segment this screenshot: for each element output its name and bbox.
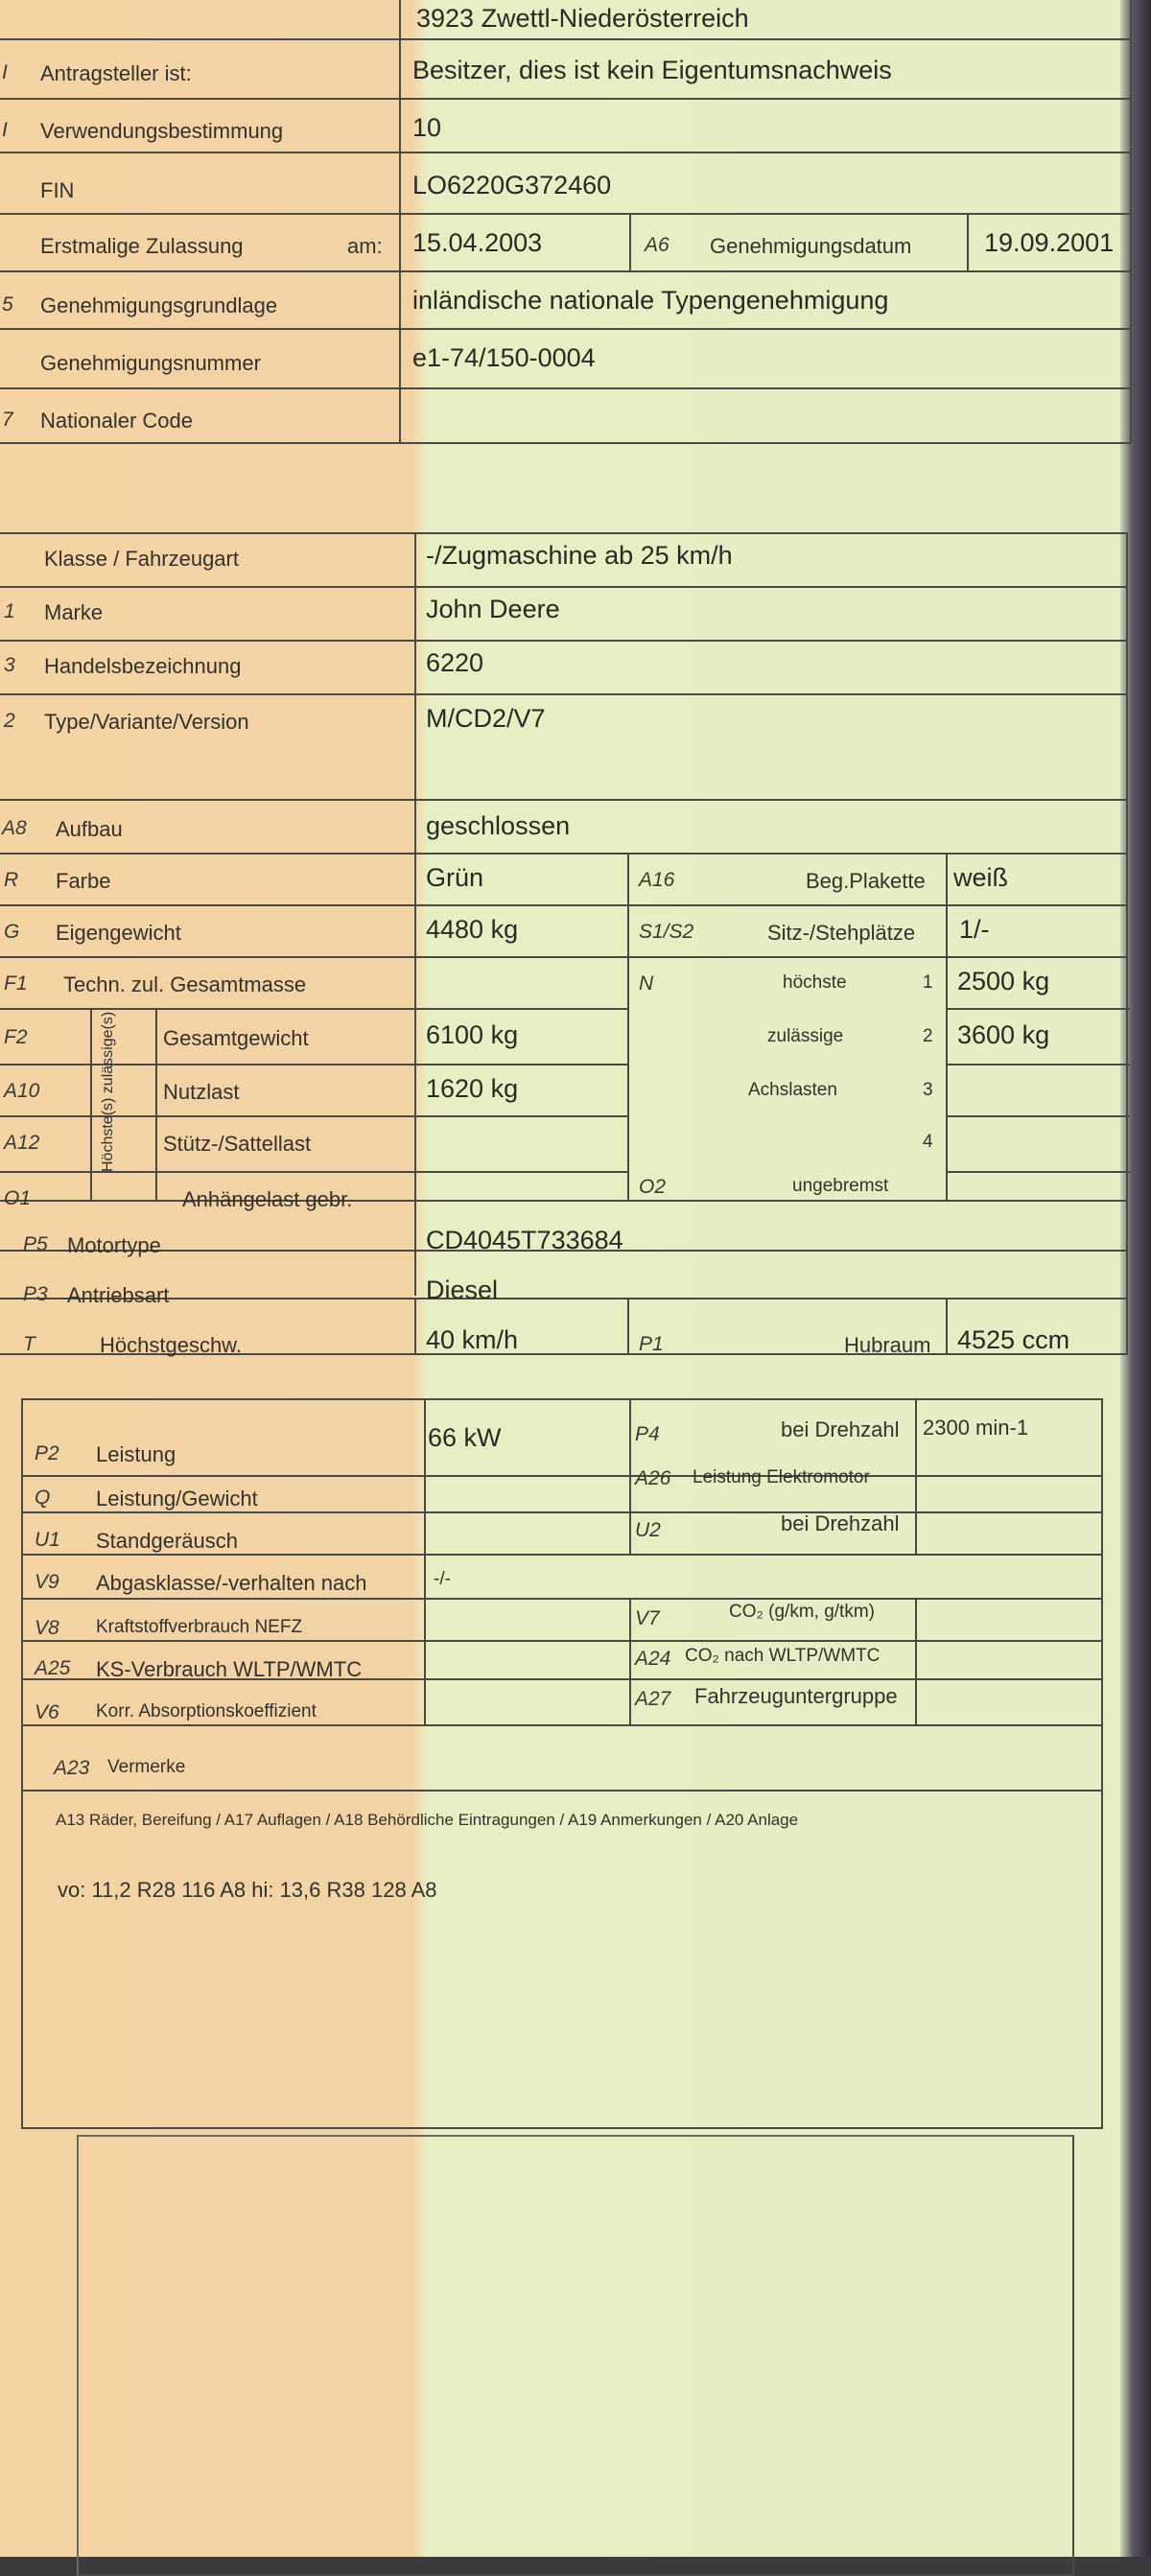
p1-code: P1 [639, 1333, 664, 1355]
a6-code: A6 [645, 234, 669, 256]
first-registration-label: Erstmalige Zulassung [40, 234, 244, 258]
class-value: -/Zugmaschine ab 25 km/h [426, 541, 733, 570]
a26-code: A26 [635, 1467, 671, 1489]
max-permitted-vertical-label: Höchste(s) zulässige(s) [100, 1011, 116, 1172]
first-registration-am: am: [347, 234, 383, 258]
payload-value: 1620 kg [426, 1074, 519, 1103]
axle-num-1: 1 [923, 972, 933, 993]
tires-value: vo: 11,2 R28 116 A8 hi: 13,6 R38 128 A8 [58, 1878, 437, 1902]
rpm-value: 2300 min-1 [923, 1416, 1029, 1440]
drive-type-label: Antriebsart [67, 1283, 170, 1307]
class-label: Klasse / Fahrzeugart [44, 547, 239, 571]
support-load-label: Stütz-/Sattellast [163, 1132, 312, 1156]
curb-weight-label: Eigengewicht [56, 921, 181, 945]
power-label: Leistung [96, 1442, 176, 1466]
row-code: U1 [35, 1529, 60, 1551]
co2-wltp-label: CO₂ nach WLTP/WMTC [685, 1646, 881, 1666]
color-label: Farbe [56, 869, 111, 893]
axle-num-2: 2 [923, 1026, 933, 1046]
row-code: F1 [4, 972, 28, 995]
row-code: 1 [4, 600, 15, 622]
address-value: 3923 Zwettl-Niederösterreich [416, 4, 749, 33]
row-code: A25 [35, 1657, 71, 1679]
s1s2-code: S1/S2 [639, 921, 694, 943]
row-code: A23 [54, 1757, 90, 1779]
row-code: T [23, 1333, 35, 1355]
vehicle-subgroup-label: Fahrzeuguntergruppe [694, 1684, 898, 1708]
emission-class-label: Abgasklasse/-verhalten nach [96, 1571, 367, 1595]
seats-label: Sitz-/Stehplätze [767, 921, 916, 945]
gross-mass-label: Techn. zul. Gesamtmasse [63, 972, 307, 996]
row-code: V9 [35, 1571, 59, 1593]
row-code: Q [35, 1487, 51, 1509]
co2-label: CO₂ (g/km, g/tkm) [729, 1602, 875, 1622]
color-value: Grün [426, 863, 484, 892]
row-code: I [2, 119, 8, 141]
row-code: I [2, 61, 8, 83]
emission-class-value: -/- [434, 1569, 451, 1589]
tires-remarks-label: A13 Räder, Bereifung / A17 Auflagen / A18 Behördliche Eintragungen / A19 Anmerkungen / A20 Anlage [56, 1811, 799, 1829]
row-code: V6 [35, 1701, 59, 1723]
rpm-label: bei Drehzahl [781, 1417, 900, 1441]
drive-type-value: Diesel [426, 1276, 499, 1304]
electric-power-label: Leistung Elektromotor [693, 1467, 870, 1487]
make-value: John Deere [426, 595, 560, 623]
badge-value: weiß [953, 863, 1009, 892]
first-registration-value: 15.04.2003 [412, 228, 543, 257]
axle-highest-label: höchste [783, 972, 847, 993]
engine-type-label: Motortype [67, 1233, 161, 1257]
trailer-braked-label: Anhängelast gebr. [182, 1187, 353, 1211]
axle-loads-label: Achslasten [748, 1080, 837, 1100]
remarks-label: Vermerke [107, 1757, 186, 1777]
row-code: V8 [35, 1617, 59, 1639]
fin-label: FIN [40, 178, 75, 202]
blank-field [77, 2135, 1074, 2576]
axle-permitted-label: zulässige [767, 1026, 844, 1046]
max-speed-value: 40 km/h [426, 1325, 519, 1354]
type-label: Type/Variante/Version [44, 710, 249, 734]
body-value: geschlossen [426, 811, 571, 840]
fuel-nefz-label: Kraftstoffverbrauch NEFZ [96, 1617, 303, 1637]
trade-name-value: 6220 [426, 648, 484, 677]
noise-label: Standgeräusch [96, 1529, 238, 1553]
power-weight-label: Leistung/Gewicht [96, 1487, 258, 1510]
badge-label: Beg.Plakette [806, 869, 926, 893]
row-code: A12 [4, 1132, 40, 1154]
type-value: M/CD2/V7 [426, 704, 546, 733]
usage-value: 10 [412, 113, 442, 142]
trade-name-label: Handelsbezeichnung [44, 654, 242, 678]
max-speed-label: Höchstgeschw. [100, 1333, 242, 1357]
row-code: A10 [4, 1080, 40, 1102]
fuel-wltp-label: KS-Verbrauch WLTP/WMTC [96, 1657, 363, 1681]
row-code: P5 [23, 1233, 48, 1255]
total-weight-value: 6100 kg [426, 1020, 519, 1049]
displacement-value: 4525 ccm [957, 1325, 1070, 1354]
approval-basis-label: Genehmigungsgrundlage [40, 293, 278, 317]
body-label: Aufbau [56, 817, 123, 841]
displacement-label: Hubraum [844, 1333, 931, 1357]
n-code: N [639, 972, 654, 995]
noise-rpm-label: bei Drehzahl [781, 1511, 900, 1535]
engine-type-value: CD4045T733684 [426, 1226, 623, 1254]
u2-code: U2 [635, 1519, 661, 1541]
fin-value: LO6220G372460 [412, 171, 612, 199]
power-value: 66 kW [428, 1423, 502, 1452]
row-code: G [4, 921, 20, 943]
row-code: F2 [4, 1026, 28, 1048]
approval-basis-value: inländische nationale Typengenehmigung [412, 286, 889, 315]
row-code: P2 [35, 1442, 59, 1464]
a16-code: A16 [639, 869, 675, 891]
payload-label: Nutzlast [163, 1080, 240, 1104]
axle-num-4: 4 [923, 1132, 933, 1152]
row-code: 3 [4, 654, 15, 676]
approval-date-label: Genehmigungsdatum [710, 234, 912, 258]
row-code: 5 [2, 293, 13, 316]
row-code: P3 [23, 1283, 48, 1305]
make-label: Marke [44, 600, 104, 624]
v7-code: V7 [635, 1607, 660, 1629]
axle-1-value: 2500 kg [957, 967, 1050, 995]
trailer-unbraked-label: ungebremst [792, 1176, 889, 1196]
row-code: 7 [2, 409, 13, 431]
total-weight-label: Gesamtgewicht [163, 1026, 309, 1050]
row-code: R [4, 869, 19, 891]
axle-2-value: 3600 kg [957, 1020, 1050, 1049]
approval-number-value: e1-74/150-0004 [412, 343, 596, 372]
approval-date-value: 19.09.2001 [984, 228, 1115, 257]
usage-label: Verwendungsbestimmung [40, 119, 284, 143]
national-code-label: Nationaler Code [40, 409, 193, 433]
o2-code: O2 [639, 1176, 667, 1198]
applicant-label: Antragsteller ist: [40, 61, 192, 85]
a27-code: A27 [635, 1688, 671, 1710]
seats-value: 1/- [959, 915, 990, 944]
applicant-value: Besitzer, dies ist kein Eigentumsnachweis [412, 56, 892, 84]
absorption-label: Korr. Absorptionskoeffizient [96, 1701, 317, 1721]
p4-code: P4 [635, 1423, 660, 1445]
curb-weight-value: 4480 kg [426, 915, 519, 944]
row-code: A8 [2, 817, 27, 839]
a24-code: A24 [635, 1648, 671, 1670]
row-code: O1 [4, 1187, 32, 1209]
approval-number-label: Genehmigungsnummer [40, 351, 261, 375]
row-code: 2 [4, 710, 15, 732]
axle-num-3: 3 [923, 1080, 933, 1100]
